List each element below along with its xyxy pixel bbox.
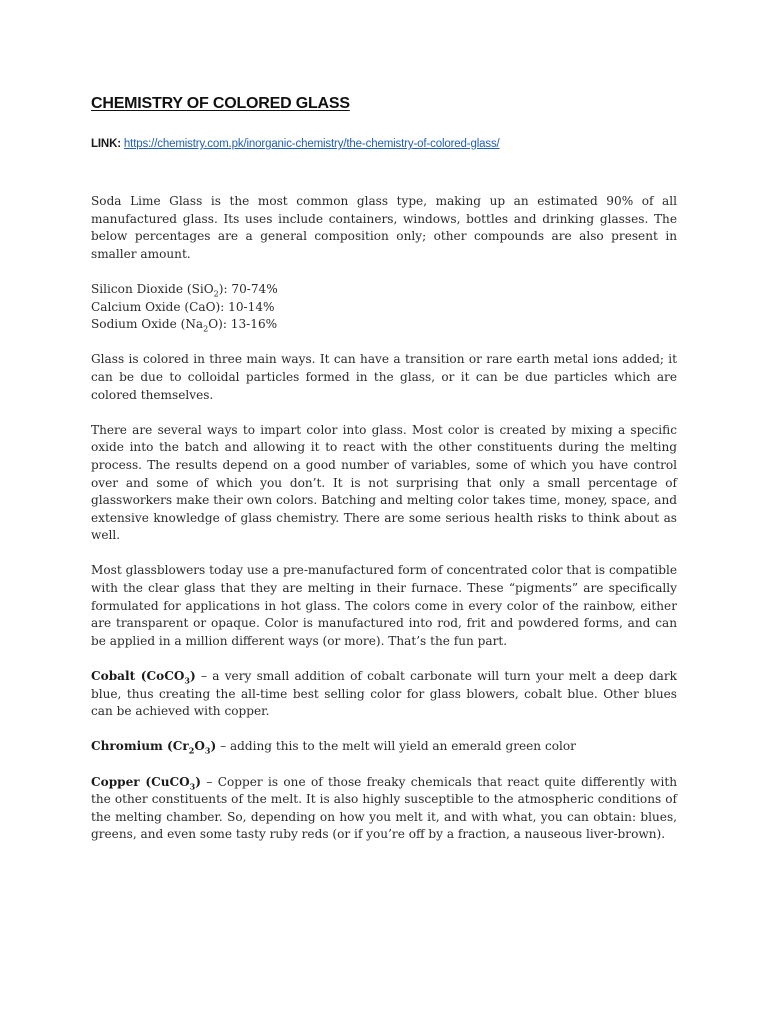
copper-paragraph [91, 774, 677, 844]
document-title: CHEMISTRY OF COLORED GLASS [91, 95, 350, 112]
glassblowers-paragraph: Most glassblowers today use a pre-manufactured form of concentrated color that is compatible with the clear glass that they are melting in their furnace. These “pigments” are specifically formulated for applications in hot glass. The colors come in every color of the rainbow, either are transparent or opaque. Color is manufactured into rod, frit and powdered forms, and can be applied in a million different ways (or more). That’s the fun part. [91, 563, 677, 648]
copper-label: Copper (CuCO$_3$) [91, 774, 201, 791]
copper-description: – Copper is one of those freaky chemicals that react quite differently with the other constituents of the melt. It is also highly susceptible to the atmospheric conditions of the melting chamber. So, depending on how you melt it, and with what, you can obtain: blues, greens, and even some tasty ruby reds (or if you’re off by a fraction, a nauseous liver-brown). [91, 774, 677, 842]
chromium-description: – adding this to the melt will yield an emerald green color [216, 739, 576, 754]
impart-color-paragraph: There are several ways to impart color into glass. Most color is created by mixing a specific oxide into the batch and allowing it to react with the other constituents during the melting process. The results depend on a good number of variables, some of which you have control over and some of which you don’t. It is not surprising that only a small percentage of glassworkers make their own colors. Batching and melting color takes time, money, space, and extensive knowledge of glass chemistry. There are some serious health risks to think about as well. [91, 422, 677, 543]
intro-paragraph: Soda Lime Glass is the most common glass type, making up an estimated 90% of all manufactured glass. Its uses include containers, windows, bottles and drinking glasses. The below percentages are a general composition only; other compounds are also present in smaller amount. [91, 194, 677, 261]
chromium-label: Chromium $(Cr_2O_3)$ [91, 739, 217, 756]
link-label: LINK: [91, 138, 121, 150]
composition-sodium-oxide: Sodium Oxide $(Na_2O)$: 13-16% [91, 317, 278, 334]
cobalt-description: – a very small addition of cobalt carbonate will turn your melt a deep dark blue, thus creating the all-time best selling color for glass blowers, cobalt blue. Other blues can be achieved with copper. [91, 669, 678, 719]
cobalt-label: Cobalt (CoCO$_3$) [91, 669, 196, 686]
composition-calcium-oxide: Calcium Oxide (CaO): 10-14% [91, 299, 275, 314]
composition-list [91, 281, 677, 334]
article-body [91, 193, 677, 844]
link-line [91, 138, 500, 150]
coloring-ways-paragraph: Glass is colored in three main ways. It can have a transition or rare earth metal ions added; it can be due to colloidal particles formed in the glass, or it can be due particles which are colored themselves. [91, 352, 677, 402]
composition-silicon-dioxide: Silicon Dioxide (SiO$_2$): 70-74% [91, 281, 278, 299]
source-link[interactable]: https://chemistry.com.pk/inorganic-chemistry/the-chemistry-of-colored-glass/ [123, 138, 500, 150]
cobalt-paragraph [91, 668, 677, 721]
chromium-paragraph [91, 738, 677, 756]
